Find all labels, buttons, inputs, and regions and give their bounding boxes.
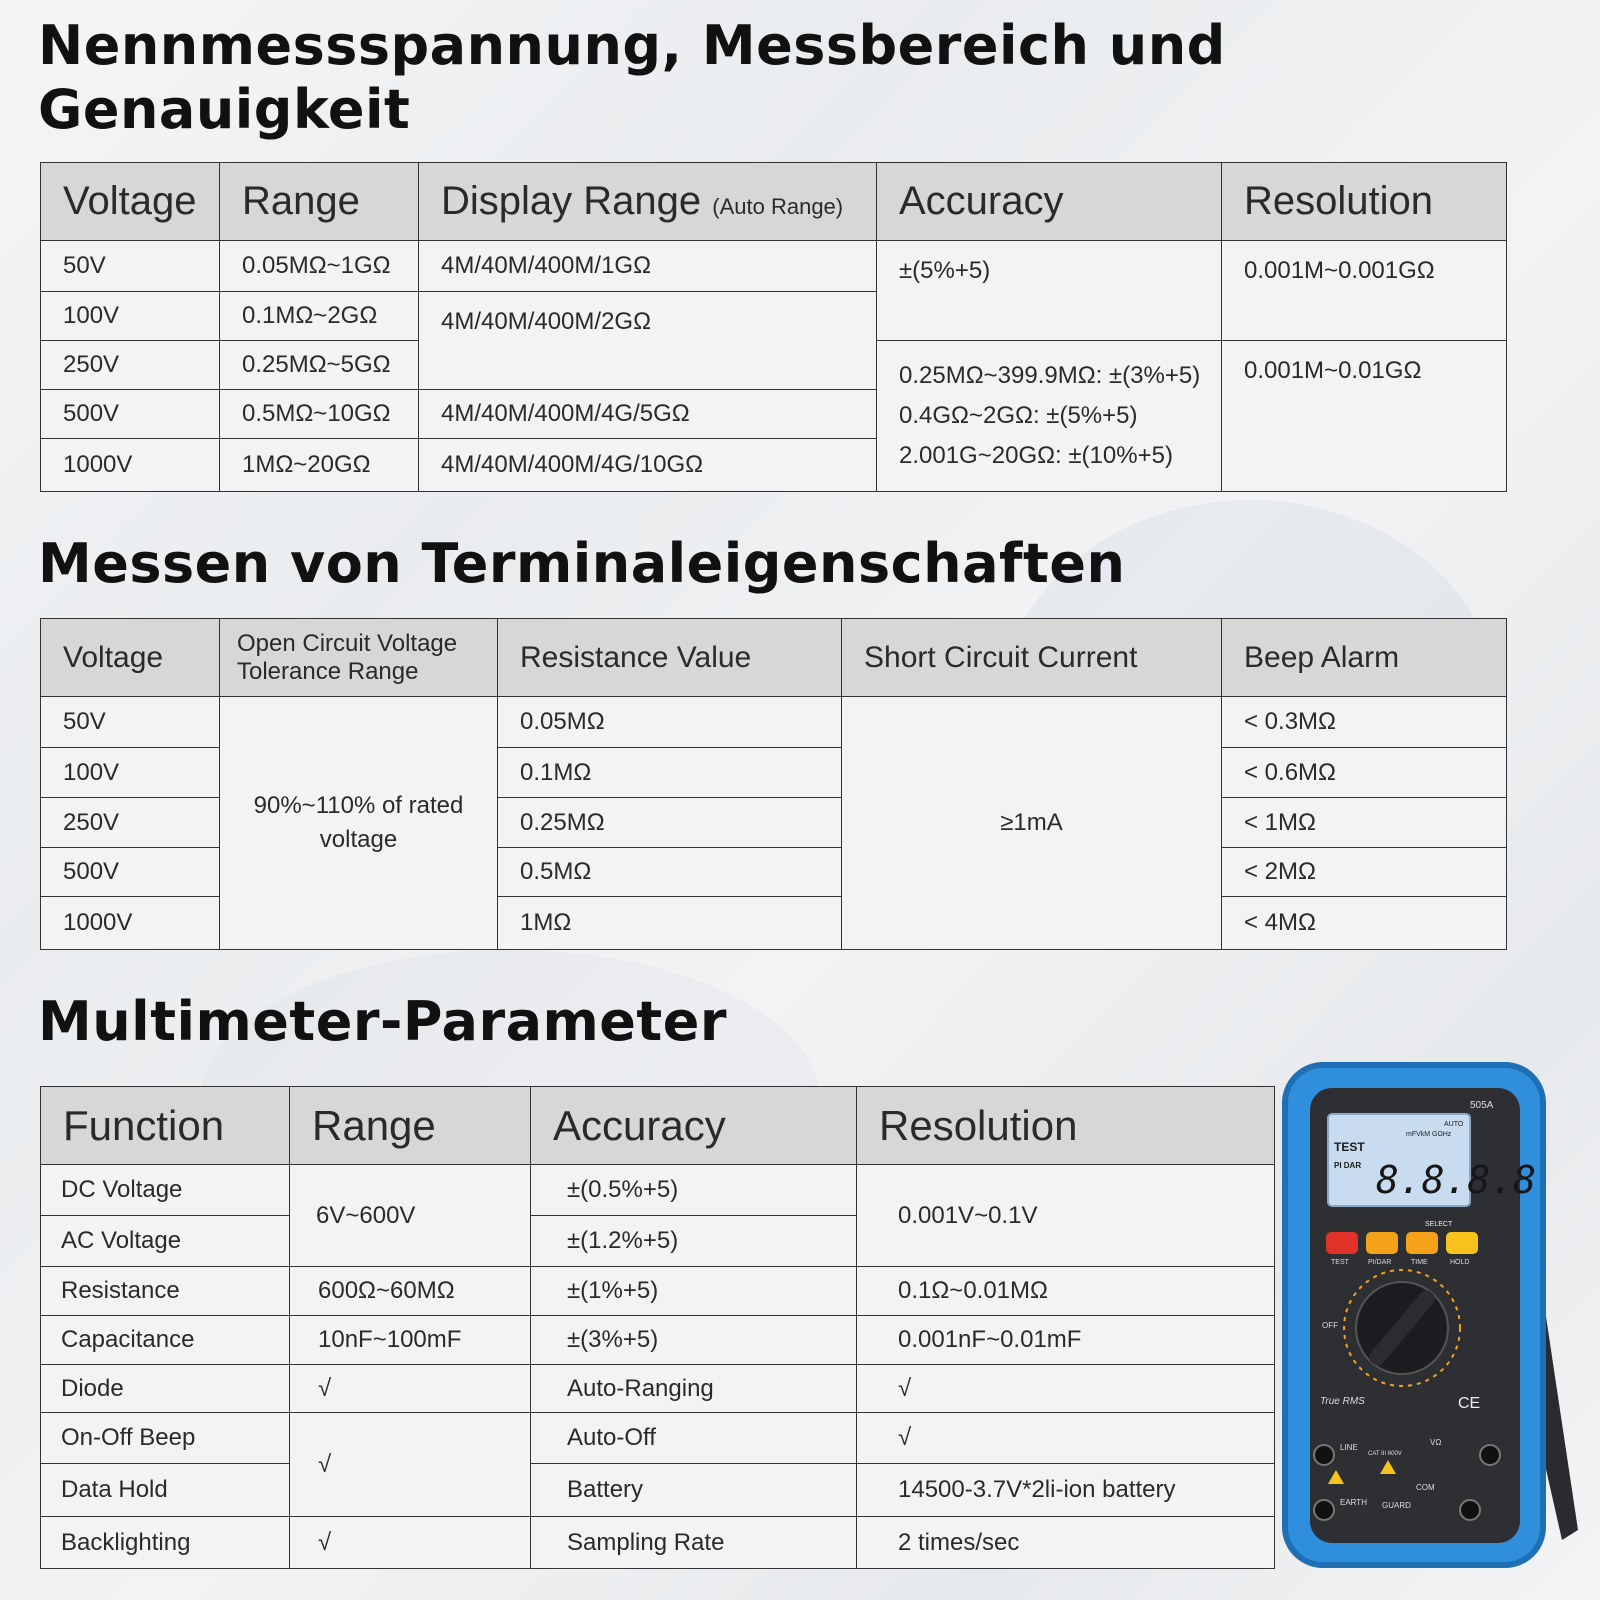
table-header-row bbox=[41, 619, 1507, 697]
range-cell: 10nF~100mF bbox=[290, 1316, 531, 1365]
table-row bbox=[41, 1464, 1275, 1517]
accuracy-cell: Auto-Off bbox=[531, 1413, 857, 1464]
true-rms-label: True RMS bbox=[1320, 1396, 1365, 1407]
display-range-cell: 4M/40M/400M/4G/5GΩ bbox=[419, 390, 877, 439]
header-accuracy: Accuracy bbox=[877, 163, 1222, 241]
resolution-cell: 2 times/sec bbox=[857, 1517, 1275, 1569]
header-resolution: Resolution bbox=[1222, 163, 1507, 241]
resistance-cell: 0.1MΩ bbox=[498, 748, 842, 798]
table-row bbox=[41, 1316, 1275, 1365]
hold-button[interactable] bbox=[1446, 1232, 1478, 1254]
accuracy-line: 0.4GΩ~2GΩ: ±(5%+5) bbox=[899, 402, 1138, 429]
resolution-cell: √ bbox=[857, 1365, 1275, 1413]
resolution-cell: √ bbox=[857, 1413, 1275, 1464]
beep-cell: < 1MΩ bbox=[1222, 798, 1507, 848]
jack-label-com: COM bbox=[1416, 1483, 1435, 1492]
accuracy-cell: ±(5%+5) bbox=[877, 241, 1222, 341]
function-cell: DC Voltage bbox=[41, 1165, 290, 1216]
section1-title-line2: Genauigkeit bbox=[38, 78, 411, 141]
line-jack[interactable] bbox=[1314, 1445, 1334, 1465]
table-row bbox=[41, 1517, 1275, 1569]
resolution-cell: 0.001M~0.001GΩ bbox=[1222, 241, 1507, 341]
voltage-cell: 100V bbox=[41, 292, 220, 341]
range-cell: 6V~600V bbox=[290, 1165, 531, 1267]
cat-rating-label: CAT III 600V bbox=[1368, 1451, 1402, 1457]
function-cell: Resistance bbox=[41, 1267, 290, 1316]
lcd-pidar-label: PI DAR bbox=[1334, 1161, 1362, 1170]
table-row bbox=[41, 1365, 1275, 1413]
range-cell: √ bbox=[290, 1413, 531, 1517]
range-cell: √ bbox=[290, 1365, 531, 1413]
range-cell: 0.5MΩ~10GΩ bbox=[220, 390, 419, 439]
header-voltage: Voltage bbox=[41, 619, 220, 697]
section1-title-line1: Nennmessspannung, Messbereich und bbox=[38, 14, 1226, 77]
vohm-jack[interactable] bbox=[1480, 1445, 1500, 1465]
rated-voltage-table bbox=[40, 162, 1507, 492]
table-header-row bbox=[41, 163, 1507, 241]
lcd-digits: 8.8.8.8 bbox=[1376, 1158, 1537, 1202]
section2-title: Messen von Terminaleigenschaften bbox=[38, 532, 1126, 595]
function-cell: Data Hold bbox=[41, 1464, 290, 1517]
accuracy-line: 0.25MΩ~399.9MΩ: ±(3%+5) bbox=[899, 362, 1201, 389]
resistance-cell: 0.5MΩ bbox=[498, 848, 842, 897]
range-cell: 0.1MΩ~2GΩ bbox=[220, 292, 419, 341]
beep-cell: < 2MΩ bbox=[1222, 848, 1507, 897]
accuracy-cell: ±(1.2%+5) bbox=[531, 1216, 857, 1267]
button-label-hold: HOLD bbox=[1450, 1259, 1470, 1266]
header-beep-alarm: Beep Alarm bbox=[1222, 619, 1507, 697]
test-button[interactable] bbox=[1326, 1232, 1358, 1254]
time-button[interactable] bbox=[1406, 1232, 1438, 1254]
accuracy-cell: Auto-Ranging bbox=[531, 1365, 857, 1413]
button-label-test: TEST bbox=[1331, 1259, 1349, 1266]
accuracy-line: 2.001G~20GΩ: ±(10%+5) bbox=[899, 442, 1173, 469]
header-range: Range bbox=[220, 163, 419, 241]
header-accuracy: Accuracy bbox=[531, 1087, 857, 1165]
accuracy-cell: Sampling Rate bbox=[531, 1517, 857, 1569]
jack-label-vohm: VΩ bbox=[1430, 1438, 1442, 1447]
tolerance-line1: 90%~110% of rated bbox=[253, 792, 464, 819]
resolution-cell: 0.1Ω~0.01MΩ bbox=[857, 1267, 1275, 1316]
resistance-cell: 0.05MΩ bbox=[498, 697, 842, 748]
resistance-cell: 1MΩ bbox=[498, 897, 842, 950]
header-display-range bbox=[419, 163, 877, 241]
range-cell: 0.05MΩ~1GΩ bbox=[220, 241, 419, 292]
accuracy-cell: ±(1%+5) bbox=[531, 1267, 857, 1316]
voltage-cell: 1000V bbox=[41, 439, 220, 492]
lcd-units-label: mFVkM GΩHz bbox=[1406, 1131, 1452, 1138]
header-resolution: Resolution bbox=[857, 1087, 1275, 1165]
table-row bbox=[41, 241, 1507, 292]
earth-jack[interactable] bbox=[1314, 1500, 1334, 1520]
function-cell: Backlighting bbox=[41, 1517, 290, 1569]
resolution-cell: 0.001M~0.01GΩ bbox=[1222, 341, 1507, 492]
accuracy-cell: ±(0.5%+5) bbox=[531, 1165, 857, 1216]
tolerance-line2: voltage bbox=[319, 826, 398, 853]
accuracy-cell: Battery bbox=[531, 1464, 857, 1517]
voltage-cell: 500V bbox=[41, 848, 220, 897]
jack-label-guard: GUARD bbox=[1382, 1501, 1411, 1510]
section1-title bbox=[38, 14, 1226, 142]
header-function: Function bbox=[41, 1087, 290, 1165]
beep-cell: < 0.6MΩ bbox=[1222, 748, 1507, 798]
resolution-cell: 14500-3.7V*2li-ion battery bbox=[857, 1464, 1275, 1517]
multimeter-device-image bbox=[1280, 1060, 1580, 1580]
function-cell: Capacitance bbox=[41, 1316, 290, 1365]
tolerance-cell bbox=[220, 697, 498, 950]
device-model-label: 505A bbox=[1470, 1100, 1494, 1111]
lcd-auto-label: AUTO bbox=[1444, 1121, 1464, 1128]
voltage-cell: 500V bbox=[41, 390, 220, 439]
display-range-cell: 4M/40M/400M/1GΩ bbox=[419, 241, 877, 292]
beep-cell: < 4MΩ bbox=[1222, 897, 1507, 950]
jack-label-earth: EARTH bbox=[1340, 1498, 1367, 1507]
display-range-cell: 4M/40M/400M/4G/10GΩ bbox=[419, 439, 877, 492]
table-row bbox=[41, 1165, 1275, 1216]
table-header-row bbox=[41, 1087, 1275, 1165]
header-display-range-note: (Auto Range) bbox=[712, 194, 844, 219]
jack-label-line: LINE bbox=[1340, 1443, 1358, 1452]
range-cell: 0.25MΩ~5GΩ bbox=[220, 341, 419, 390]
multimeter-parameter-table bbox=[40, 1086, 1275, 1569]
beep-cell: < 0.3MΩ bbox=[1222, 697, 1507, 748]
resolution-cell: 0.001V~0.1V bbox=[857, 1165, 1275, 1267]
button-label-pidar: PI/DAR bbox=[1368, 1259, 1392, 1266]
button-label-time: TIME bbox=[1411, 1259, 1428, 1266]
select-label: SELECT bbox=[1425, 1221, 1453, 1228]
header-ocv-line1: Open Circuit Voltage bbox=[237, 629, 458, 657]
voltage-cell: 250V bbox=[41, 341, 220, 390]
function-cell: AC Voltage bbox=[41, 1216, 290, 1267]
table-row bbox=[41, 1267, 1275, 1316]
accuracy-cell: ±(3%+5) bbox=[531, 1316, 857, 1365]
header-display-range-label: Display Range bbox=[441, 179, 702, 223]
range-cell: 1MΩ~20GΩ bbox=[220, 439, 419, 492]
lcd-test-label: TEST bbox=[1334, 1140, 1365, 1154]
pidar-button[interactable] bbox=[1366, 1232, 1398, 1254]
voltage-cell: 250V bbox=[41, 798, 220, 848]
function-cell: Diode bbox=[41, 1365, 290, 1413]
resolution-cell: 0.001nF~0.01mF bbox=[857, 1316, 1275, 1365]
terminal-properties-table bbox=[40, 618, 1507, 950]
table-row bbox=[41, 697, 1507, 748]
header-open-circuit-voltage bbox=[220, 619, 498, 697]
resistance-cell: 0.25MΩ bbox=[498, 798, 842, 848]
header-voltage: Voltage bbox=[41, 163, 220, 241]
voltage-cell: 50V bbox=[41, 241, 220, 292]
header-short-circuit-current: Short Circuit Current bbox=[842, 619, 1222, 697]
header-range: Range bbox=[290, 1087, 531, 1165]
display-range-cell: 4M/40M/400M/2GΩ bbox=[419, 292, 877, 390]
short-circuit-cell: ≥1mA bbox=[842, 697, 1222, 950]
range-cell: √ bbox=[290, 1517, 531, 1569]
header-resistance-value: Resistance Value bbox=[498, 619, 842, 697]
voltage-cell: 1000V bbox=[41, 897, 220, 950]
section3-title: Multimeter-Parameter bbox=[38, 990, 727, 1053]
voltage-cell: 50V bbox=[41, 697, 220, 748]
header-ocv-line2: Tolerance Range bbox=[237, 657, 419, 685]
accuracy-cell-multi bbox=[877, 341, 1222, 492]
function-cell: On-Off Beep bbox=[41, 1413, 290, 1464]
ce-mark: CE bbox=[1458, 1395, 1481, 1412]
com-jack[interactable] bbox=[1460, 1500, 1480, 1520]
range-cell: 600Ω~60MΩ bbox=[290, 1267, 531, 1316]
dial-off-label: OFF bbox=[1322, 1321, 1338, 1330]
table-row bbox=[41, 1413, 1275, 1464]
voltage-cell: 100V bbox=[41, 748, 220, 798]
